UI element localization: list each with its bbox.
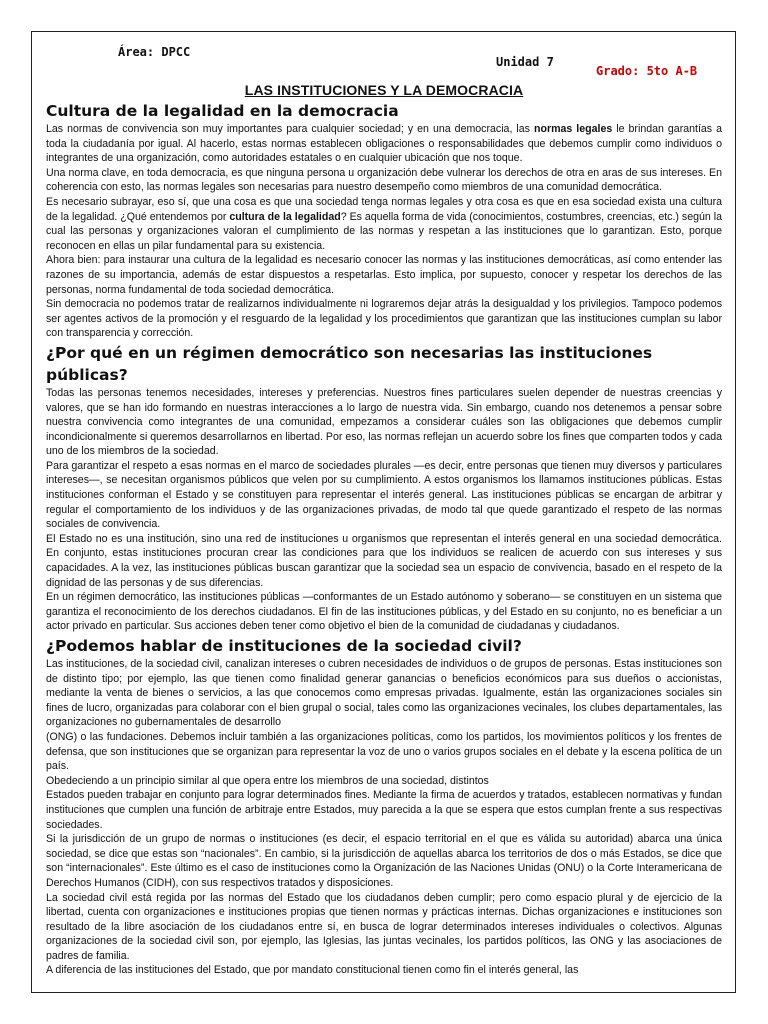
paragraph: A diferencia de las instituciones del Estado, que por mandato constitucional tienen como fin el interés general, las	[46, 964, 579, 977]
document-body	[46, 100, 722, 978]
area-label: Área: DPCC	[118, 45, 191, 59]
paragraph: El Estado no es una institución, sino una red de instituciones u organismos que representan el interés general en una sociedad democrática. En conjunto, estas instituciones procuran crear las condiciones para que los individuos se realicen de acuerdo con sus intereses y sus capacidades. A la vez, las instituciones públicas buscan garantizar que la sociedad sea un espacio de convivencia, basado en el respeto de la dignidad de las personas y de sus diferencias.	[46, 532, 722, 589]
paragraph: Todas las personas tenemos necesidades, intereses y preferencias. Nuestros fines particulares suelen depender de nuestras creencias y valores, que se han ido formando en nuestras interacciones a lo largo de nuestra vida. Sin embargo, cuando nos detenemos a pensar sobre nuestra convivencia como integrantes de una comunidad, empezamos a considerar cuáles son las obligaciones que debemos cumplir incondicionalmente si queremos desarrollarnos en libertad. Por eso, las normas reflejan un acuerdo sobre los fines que comparten todos y cada uno de los miembros de la sociedad.	[46, 386, 722, 458]
text-run: Las normas de convivencia son muy importantes para cualquier sociedad; y en una democracia, las	[46, 123, 534, 135]
paragraph: Ahora bien: para instaurar una cultura de la legalidad es necesario conocer las normas y las instituciones democráticas, así como entender las razones de su importancia, además de estar dispuestos a respetarlas. Esto implica, por supuesto, conocer y respetar los derechos de las personas, norma fundamental de toda sociedad democrática.	[46, 254, 722, 296]
bold-term: cultura de la legalidad	[229, 210, 341, 223]
paragraph: La sociedad civil está regida por las normas del Estado que los ciudadanos deben cumplir; pero como espacio plural y de ejercicio de la libertad, cuenta con organizaciones e instituciones propias que tienen normas y prácticas internas. Dichas organizaciones e instituciones son resultado de la libre asociación de los ciudadanos entre sí, en busca de lograr determinados intereses individuales o colectivos. Algunas organizaciones de la sociedad civil son, por ejemplo, las Iglesias, las juntas vecinales, los partidos políticos, las ONG y las asociaciones de padres de familia.	[46, 891, 722, 962]
paragraph: (ONG) o las fundaciones. Debemos incluir también a las organizaciones políticas, como los partidos, los movimientos políticos y los frentes de defensa, que son instituciones que se organizan para representar la voz de uno o varios grupos sociales en el debate y la escena política de un país.	[46, 730, 722, 773]
section-heading-legalidad: Cultura de la legalidad en la democracia	[46, 102, 399, 120]
paragraph: Estados pueden trabajar en conjunto para lograr determinados fines. Mediante la firma de acuerdos y tratados, establecen normativas y fundan instituciones que cumplen una función de arbitraje entre Estados, muy parecida a la que se espera que estos cumplan frente a sus respectivas sociedades.	[46, 789, 722, 831]
paragraph: Una norma clave, en toda democracia, es que ninguna persona u organización debe vulnerar los derechos de otra en aras de sus intereses. En coherencia con esto, las normas legales son necesarias para nuestro desempeño como miembros de una comunidad democrática.	[46, 166, 722, 194]
paragraph: Para garantizar el respeto a esas normas en el marco de sociedades plurales —es decir, entre personas que tienen muy diversos y particulares intereses—, se necesitan organismos públicos que velen por su cumplimiento. A estos organismos los llamamos instituciones públicas. Estas instituciones conforman el Estado y se constituyen para representar el interés general. Las instituciones públicas se encargan de arbitrar y regular el comportamiento de los individuos y de las organizaciones privadas, de modo tal que quede garantizado el respeto de las normas sociales de convivencia.	[46, 459, 722, 531]
paragraph: Obedeciendo a un principio similar al que opera entre los miembros de una sociedad, distintos	[46, 774, 489, 787]
paragraph: Sin democracia no podemos tratar de realizarnos individualmente ni lograremos dejar atrás la desigualdad y los privilegios. Tampoco podemos ser agentes activos de la promoción y el resguardo de la legalidad y los procedimientos que garantizan que las instituciones cumplan su labor con transparencia y corrección.	[46, 298, 722, 340]
grado-label: Grado: 5to A-B	[596, 64, 698, 78]
unidad-label: Unidad 7	[496, 55, 554, 69]
text-run: le brindan garantías a toda la ciudadanía por igual. Al hacerlo, estas normas establecen obligaciones o responsabilidades que debemos cumplir como individuos o integrantes de una organización, como autoridades estatales o en cualquier ubicación que nos toque.	[46, 123, 723, 165]
section-heading-sociedad-civil: ¿Podemos hablar de instituciones de la sociedad civil?	[46, 637, 522, 655]
bold-term: normas legales	[534, 123, 613, 135]
section-heading-instituciones-publicas: ¿Por qué en un régimen democrático son necesarias las instituciones públicas?	[46, 343, 653, 384]
paragraph	[46, 122, 722, 166]
paragraph: En un régimen democrático, las instituciones públicas —conformantes de un Estado autónomo y soberano— se constituyen en un sistema que garantiza el reconocimiento de los derechos ciudadanos. El fin de las instituciones públicas, y del Estado en su conjunto, no es beneficiar a un actor privado en particular. Sus acciones deben tener como objetivo el bien de la comunidad de ciudadanas y ciudadanos.	[46, 591, 722, 633]
paragraph	[46, 195, 722, 253]
text-run: ? Es aquella forma de vida (conocimientos, costumbres, creencias, etc.) según la cual las personas y organizaciones valoran el cumplimiento de las normas y respetan a las instituciones que lo garantizan. Esto, porque reconocen en ellas un pilar fundamental para su existencia.	[46, 210, 723, 252]
paragraph: Las instituciones, de la sociedad civil, canalizan intereses o cubren necesidades de individuos o de grupos de personas. Estas instituciones son de distinto tipo; por ejemplo, las que tienen como finalidad generar ganancias o beneficios económicos para sus dueños o accionistas, mediante la venta de bienes o servicios, a las que conocemos como empresas privadas. Igualmente, están las organizaciones sociales sin fines de lucro, organizadas para colaborar con el bien grupal o social, tales como las organizaciones vecinales, los clubes departamentales, las organizaciones no gubernamentales de desarrollo	[46, 658, 722, 729]
document-title: LAS INSTITUCIONES Y LA DEMOCRACIA	[244, 82, 524, 98]
paragraph: Si la jurisdicción de un grupo de normas o instituciones (es decir, el espacio territorial en el que es válida su autoridad) abarca una única sociedad, se dice que estas son “nacionales”. En cambio, si la jurisdicción de aquellas abarca los territorios de dos o más Estados, se dice que son “internacionales”. Este último es el caso de instituciones como la Organización de las Naciones Unidas (ONU) o la Corte Interamericana de Derechos Humanos (CIDH), con sus respectivos tratados y disposiciones.	[46, 833, 722, 889]
text-run: Es necesario subrayar, eso sí, que una cosa es que una sociedad tenga normas legales y otra cosa es que en esa sociedad exista una cultura de la legalidad. ¿Qué entendemos por	[46, 195, 722, 223]
